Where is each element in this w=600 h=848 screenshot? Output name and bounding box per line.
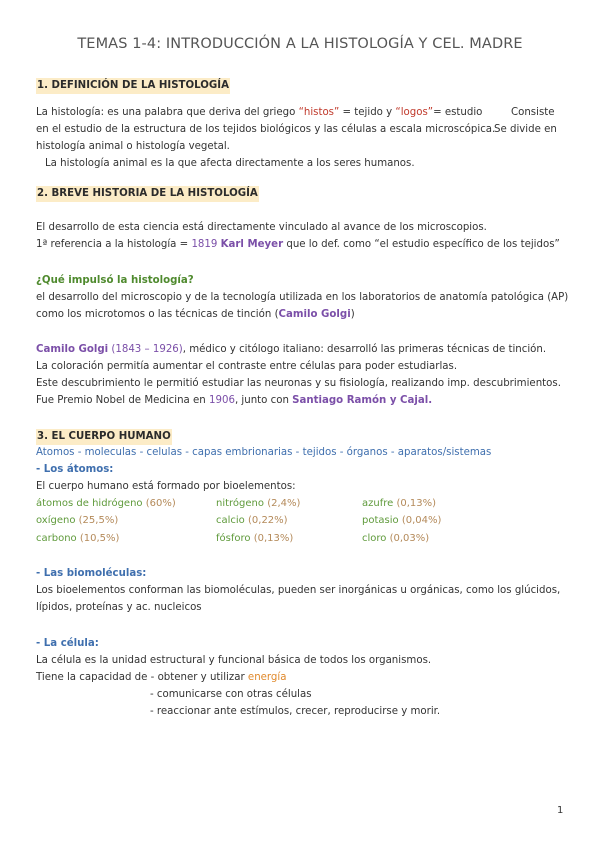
sec2-line-6: La coloración permitía aumentar el contraste entre células para poder estudiarlas. <box>36 361 458 372</box>
section-3-heading: 3. EL CUERPO HUMANO <box>36 429 172 445</box>
sec1-line-1: La histología: es una palabra que deriva del griego “histos” = tejido y “logos”= estudio <box>36 107 483 118</box>
element-cloro: cloro (0,03%) <box>362 533 430 544</box>
atoms-title: - Los átomos: <box>36 464 114 475</box>
sec2-line-4: como los microtomos o las técnicas de tinción (Camilo Golgi) <box>36 309 355 320</box>
section-1-heading: 1. DEFINICIÓN DE LA HISTOLOGÍA <box>36 78 230 94</box>
sec1-line-2: en el estudio de la estructura de los tejidos biológicos y las células a escala microscópica. <box>36 124 496 135</box>
sec2-line-5: Camilo Golgi (1843 – 1926), médico y citólogo italiano: desarrolló las primeras técnicas de tinción. <box>36 344 547 355</box>
sec1-line-1-end: Consiste <box>511 107 555 118</box>
cell-line-4: - reaccionar ante estímulos, crecer, reproducirse y morir. <box>150 706 441 717</box>
sec2-line-7: Este descubrimiento le permitió estudiar las neuronas y su fisiología, realizando imp. descubrimientos. <box>36 378 561 389</box>
element-hidrogeno: átomos de hidrógeno (60%) <box>36 498 176 509</box>
element-azufre: azufre (0,13%) <box>362 498 437 509</box>
cell-title: - La célula: <box>36 638 99 649</box>
section-2-heading: 2. BREVE HISTORIA DE LA HISTOLOGÍA <box>36 186 259 202</box>
sec1-line-4: La histología animal es la que afecta directamente a los seres humanos. <box>45 158 415 169</box>
sec2-line-1: El desarrollo de esta ciencia está directamente vinculado al avance de los microscopios. <box>36 222 487 233</box>
sec2-line-3: el desarrollo del microscopio y de la tecnología utilizada en los laboratorios de anatomía patológica (AP) <box>36 292 569 303</box>
sec2-question: ¿Qué impulsó la histología? <box>36 275 194 286</box>
sec1-line-2-end: Se divide en <box>494 124 557 135</box>
atoms-text: El cuerpo humano está formado por bioelementos: <box>36 481 296 492</box>
biomolecules-title: - Las biomoléculas: <box>36 568 147 579</box>
biomolecules-line-1: Los bioelementos conforman las biomoléculas, pueden ser inorgánicas u orgánicas, como los glúcidos, <box>36 585 561 596</box>
cell-line-3: - comunicarse con otras células <box>150 689 312 700</box>
element-fosforo: fósforo (0,13%) <box>216 533 294 544</box>
cell-line-1: La célula es la unidad estructural y funcional básica de todos los organismos. <box>36 655 432 666</box>
sec3-levels: Atomos - moleculas - celulas - capas embrionarias - tejidos - órganos - aparatos/sistemas <box>36 447 492 458</box>
sec2-line-2: 1ª referencia a la histología = 1819 Karl Meyer que lo def. como “el estudio específico de los tejidos” <box>36 239 560 250</box>
sec2-line-8: Fue Premio Nobel de Medicina en 1906, junto con Santiago Ramón y Cajal. <box>36 395 433 406</box>
element-nitrogeno: nitrógeno (2,4%) <box>216 498 301 509</box>
biomolecules-line-2: lípidos, proteínas y ac. nucleicos <box>36 602 202 613</box>
element-calcio: calcio (0,22%) <box>216 515 288 526</box>
element-carbono: carbono (10,5%) <box>36 533 120 544</box>
page-title: TEMAS 1-4: INTRODUCCIÓN A LA HISTOLOGÍA Y CEL. MADRE <box>77 36 523 52</box>
cell-line-2: Tiene la capacidad de - obtener y utilizar energía <box>36 672 287 683</box>
element-potasio: potasio (0,04%) <box>362 515 442 526</box>
page-number: 1 <box>557 805 564 816</box>
sec1-line-3: histología animal o histología vegetal. <box>36 141 230 152</box>
element-oxigeno: oxígeno (25,5%) <box>36 515 119 526</box>
